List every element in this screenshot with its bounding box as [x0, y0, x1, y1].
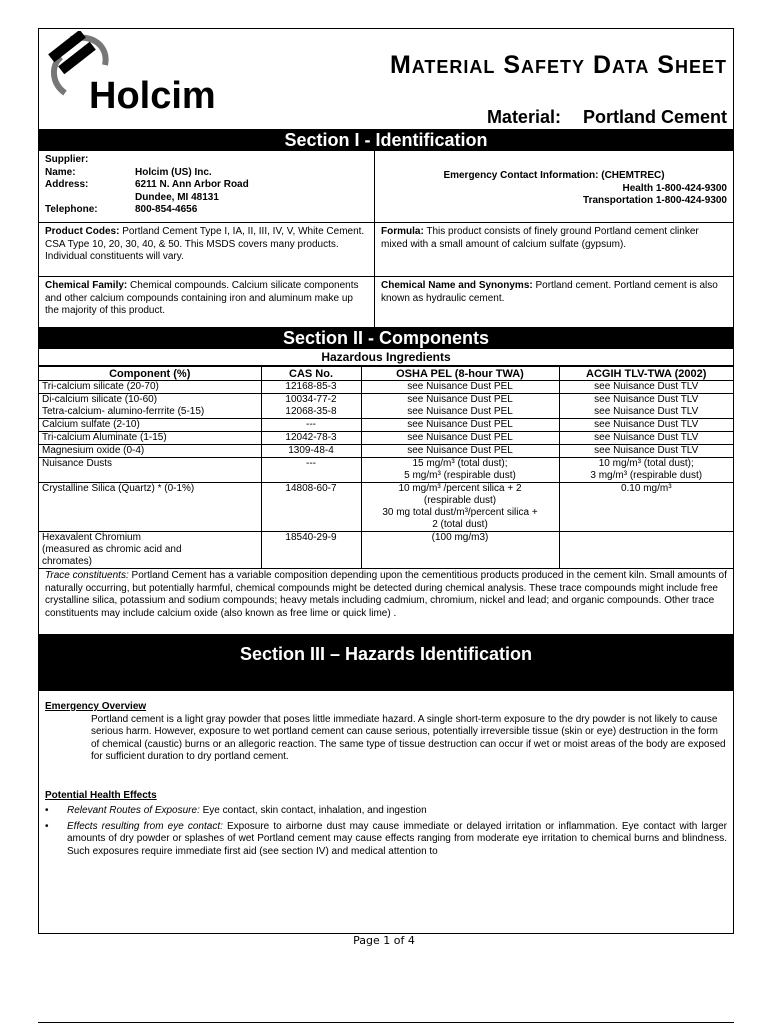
header-component: Component (%)	[39, 367, 261, 381]
trace-constituents	[39, 569, 733, 635]
emergency-overview-heading: Emergency Overview	[45, 701, 147, 712]
cell-osha: (100 mg/m3)	[361, 532, 559, 569]
emergency-contact-title: Emergency Contact Information: (CHEMTREC)	[443, 170, 665, 181]
address-line-1: 6211 N. Ann Arbor Road	[135, 179, 249, 190]
bullet-text: Eye contact, skin contact, inhalation, and ingestion	[199, 805, 427, 816]
msds-page	[38, 28, 734, 934]
telephone-value: 800-854-4656	[135, 204, 198, 215]
address-label: Address:	[45, 179, 89, 190]
product-codes-text: Portland Cement Type I, IA, II, III, IV, V, White Cement. CSA Type 10, 20, 30, 40, & 50. This MSDS covers many products. Individual constituents will vary.	[45, 226, 365, 262]
bullet-label: Effects resulting from eye contact:	[67, 820, 223, 832]
formula-cell	[375, 223, 733, 277]
hazardous-ingredients-title: Hazardous Ingredients	[39, 349, 733, 366]
cell-acgih: see Nuisance Dust TLV	[559, 445, 733, 458]
table-row	[39, 445, 733, 458]
bullet-routes-of-exposure	[45, 805, 727, 818]
table-row	[39, 458, 733, 483]
cell-osha: see Nuisance Dust PEL see Nuisance Dust PEL	[361, 394, 559, 419]
cell-component: Nuisance Dusts	[39, 458, 261, 483]
cell-cas: 1309-48-4	[261, 445, 361, 458]
product-codes-label: Product Codes:	[45, 226, 120, 237]
cell-component: Hexavalent Chromium (measured as chromic acid and chromates)	[39, 532, 261, 569]
formula-label: Formula:	[381, 226, 424, 237]
document-title: Material Safety Data Sheet	[389, 51, 727, 79]
hazards-identification-body	[39, 691, 733, 858]
cell-acgih: see Nuisance Dust TLV see Nuisance Dust TLV	[559, 394, 733, 419]
components-table	[39, 366, 733, 569]
bullet-icon: •	[45, 805, 49, 816]
chemical-name-text: Portland cement. Portland cement is also known as hydraulic cement.	[381, 280, 718, 304]
cell-osha: 15 mg/m³ (total dust); 5 mg/m³ (respirable dust)	[361, 458, 559, 483]
section-2-title: Section II - Components	[39, 327, 733, 349]
supplier-name: Holcim (US) Inc.	[135, 166, 212, 178]
emergency-health-phone: Health 1-800-424-9300	[622, 182, 727, 194]
material-value: Portland Cement	[582, 107, 727, 127]
chemical-name-cell	[375, 277, 733, 327]
cell-acgih: 10 mg/m³ (total dust); 3 mg/m³ (respirable dust)	[559, 458, 733, 483]
cell-osha: see Nuisance Dust PEL	[361, 381, 559, 394]
table-row	[39, 532, 733, 569]
components-header-row	[39, 367, 733, 381]
cell-acgih	[559, 532, 733, 569]
bullet-eye-contact	[45, 821, 727, 859]
formula-text: This product consists of finely ground Portland cement clinker mixed with a small amount of calcium sulfate (gypsum).	[381, 226, 699, 250]
document-header	[39, 29, 733, 129]
cell-component: Magnesium oxide (0-4)	[39, 445, 261, 458]
header-acgih: ACGIH TLV-TWA (2002)	[559, 367, 733, 381]
cell-component: Calcium sulfate (2-10)	[39, 419, 261, 432]
supplier-cell	[39, 151, 375, 223]
holcim-logo	[43, 31, 243, 121]
cell-cas: 10034-77-2 12068-35-8	[261, 394, 361, 419]
table-row	[39, 432, 733, 445]
bullet-icon: •	[45, 820, 49, 832]
cell-cas: 14808-60-7	[261, 483, 361, 532]
emergency-overview-text: Portland cement is a light gray powder that poses little immediate hazard. A single short-term exposure to the dry powder is not likely to cause serious harm. However, exposure to wet portland cement can cause serious, potentially irreversible tissue (skin or eye) destruction in the form of chemical (caustic) burns or an allegoric reaction. The same type of tissue destruction can occur if wet or moist areas of the body are exposed for sufficient duration to dry portland cement.	[91, 713, 726, 762]
product-codes-cell	[39, 223, 375, 277]
cell-acgih: 0.10 mg/m³	[559, 483, 733, 532]
telephone-label: Telephone:	[45, 204, 98, 215]
chemical-name-label: Chemical Name and Synonyms:	[381, 280, 533, 291]
name-label: Name:	[45, 166, 76, 178]
bottom-divider	[38, 1022, 734, 1023]
cell-osha: 10 mg/m³ /percent silica + 2 (respirable dust) 30 mg total dust/m³/percent silica + 2 (total dust)	[361, 483, 559, 532]
header-cas: CAS No.	[261, 367, 361, 381]
material-label: Material:	[486, 107, 561, 127]
table-row	[39, 419, 733, 432]
cell-cas: 12168-85-3	[261, 381, 361, 394]
cell-component: Di-calcium silicate (10-60) Tetra-calcium- alumino-ferrrite (5-15)	[39, 394, 261, 419]
trace-constituents-label: Trace constituents:	[45, 570, 129, 581]
section-1-title: Section I - Identification	[39, 129, 733, 151]
potential-health-effects-heading: Potential Health Effects	[45, 789, 157, 801]
table-row	[39, 483, 733, 532]
cell-osha: see Nuisance Dust PEL	[361, 445, 559, 458]
trace-constituents-text: Portland Cement has a variable composition depending upon the cementitious products produced in the cement kiln. Small amounts of naturally occurring, but potentially harmful, chemical compounds might be detected during chemical analysis. These trace compounds might include free crystalline silica, potassium and sodium compounds; heavy metals including cadmium, chromium, nickel and lead; and organic compounds. Other trace constituents may include calcium oxide (also known as free lime or quick lime) .	[45, 570, 727, 619]
bullet-text: Exposure to airborne dust may cause immediate or delayed irritation or inflammation. Eye contact with larger amounts of dry powder or splashes of wet Portland cement may cause effects ranging from moderate eye irritation to chemical burns and blindness. Such exposures require immediate first aid (see section IV) and medical attention to	[67, 820, 727, 857]
page-number: Page 1 of 4	[353, 934, 415, 947]
cell-cas: ---	[261, 419, 361, 432]
header-osha: OSHA PEL (8-hour TWA)	[361, 367, 559, 381]
cell-acgih: see Nuisance Dust TLV	[559, 381, 733, 394]
table-row	[39, 394, 733, 419]
cell-cas: ---	[261, 458, 361, 483]
chemical-family-text: Chemical compounds. Calcium silicate components and other calcium compounds containing iron and aluminum make up the majority of this product.	[45, 280, 359, 316]
cell-component: Tri-calcium Aluminate (1-15)	[39, 432, 261, 445]
chemical-family-cell	[39, 277, 375, 327]
identification-grid	[39, 151, 733, 327]
section-3-title: Section III – Hazards Identification	[39, 635, 733, 691]
emergency-transportation-phone: Transportation 1-800-424-9300	[583, 195, 727, 206]
cell-cas: 18540-29-9	[261, 532, 361, 569]
cell-cas: 12042-78-3	[261, 432, 361, 445]
address-line-2: Dundee, MI 48131	[135, 191, 219, 203]
cell-acgih: see Nuisance Dust TLV	[559, 419, 733, 432]
material-line	[487, 107, 727, 128]
bullet-label: Relevant Routes of Exposure:	[67, 805, 200, 816]
cell-component: Tri-calcium silicate (20-70)	[39, 381, 261, 394]
table-row	[39, 381, 733, 394]
holcim-logo-text: Holcim	[89, 75, 216, 117]
cell-component: Crystalline Silica (Quartz) * (0-1%)	[39, 483, 261, 532]
supplier-label: Supplier:	[45, 154, 89, 165]
cell-acgih: see Nuisance Dust TLV	[559, 432, 733, 445]
chemical-family-label: Chemical Family:	[45, 280, 128, 291]
emergency-contact-cell	[375, 151, 733, 223]
cell-osha: see Nuisance Dust PEL	[361, 419, 559, 432]
cell-osha: see Nuisance Dust PEL	[361, 432, 559, 445]
